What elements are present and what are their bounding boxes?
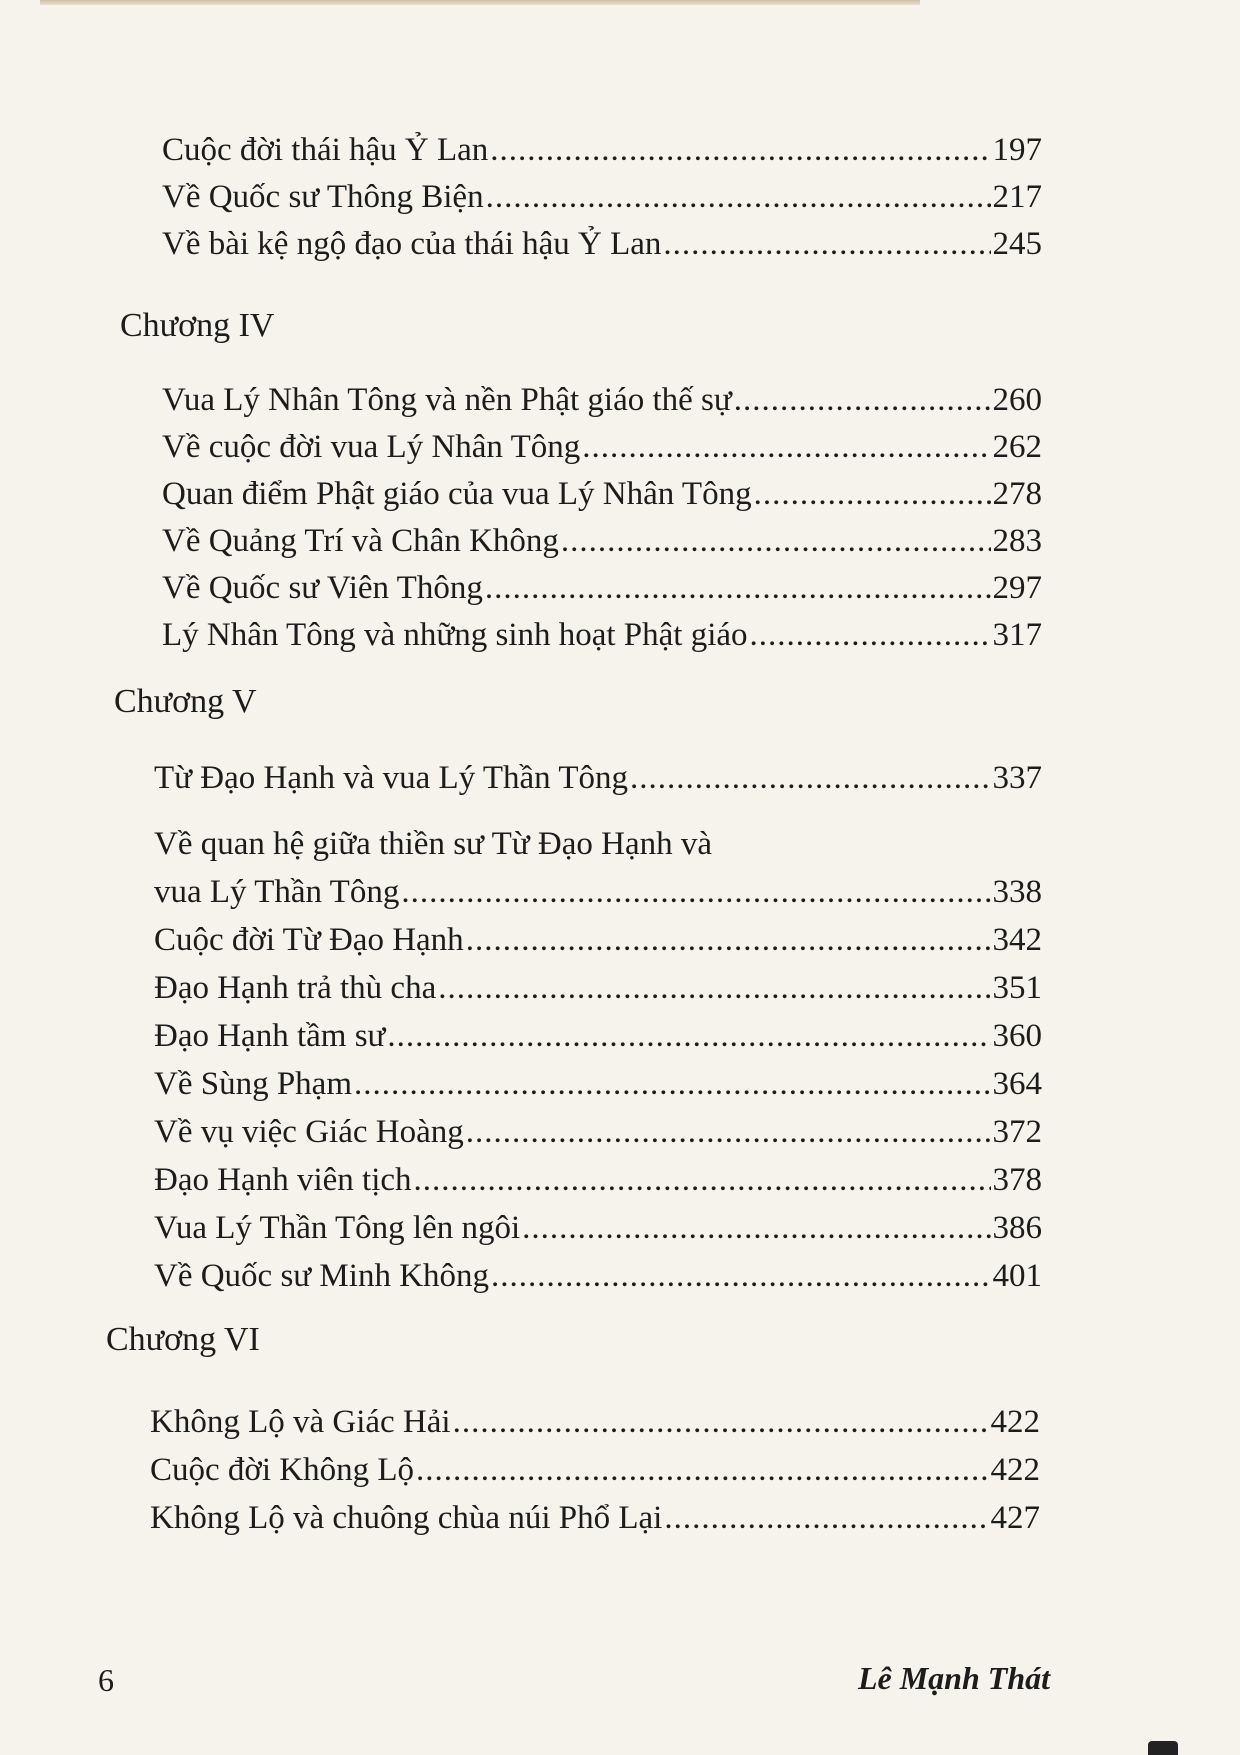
- toc-entry-title-line2: vua Lý Thần Tông: [154, 874, 400, 910]
- toc-entry-title: Vua Lý Nhân Tông và nền Phật giáo thế sự: [162, 382, 732, 418]
- chapter-heading: Chương VI: [106, 1321, 260, 1358]
- toc-entry-title: Cuộc đời Từ Đạo Hạnh: [154, 922, 464, 958]
- toc-entry: [162, 521, 1042, 561]
- toc-entry-page: 422: [990, 1452, 1040, 1488]
- leader-dots: [491, 1256, 990, 1296]
- author-name: Lê Mạnh Thát: [857, 1660, 1050, 1696]
- toc-entry-page: 364: [992, 1066, 1042, 1102]
- toc-entry-page: 297: [992, 570, 1042, 606]
- toc-entry-title: Đạo Hạnh trả thù cha: [154, 970, 437, 1006]
- leader-dots: [438, 968, 990, 1008]
- leader-dots: [734, 380, 991, 420]
- toc-entry: [162, 177, 1042, 217]
- toc-entry: [154, 1160, 1042, 1200]
- toc-entry-title-line1: Về quan hệ giữa thiền sư Từ Đạo Hạnh và: [154, 826, 712, 862]
- leader-dots: [630, 758, 991, 798]
- toc-entry-title: Đạo Hạnh tầm sư: [154, 1018, 386, 1054]
- toc-entry-title: Lý Nhân Tông và những sinh hoạt Phật giáo: [162, 617, 748, 653]
- toc-entry: [154, 872, 1042, 912]
- toc-entry-page: 401: [992, 1258, 1042, 1294]
- chapter-heading: Chương IV: [120, 307, 275, 344]
- chapter-heading: Chương V: [114, 683, 257, 720]
- toc-entry-title: Vua Lý Thần Tông lên ngôi: [154, 1210, 521, 1246]
- toc-entry: [150, 1450, 1040, 1490]
- toc-entry-page: 378: [992, 1162, 1042, 1198]
- toc-entry-page: 317: [992, 617, 1042, 653]
- toc-entry: [162, 427, 1042, 467]
- toc-entry-title: Về vụ việc Giác Hoàng: [154, 1114, 464, 1150]
- toc-entry: [154, 1064, 1042, 1104]
- toc-entry: [154, 920, 1042, 960]
- toc-entry-title: Đạo Hạnh viên tịch: [154, 1162, 412, 1198]
- toc-entry-page: 338: [992, 874, 1042, 910]
- toc-entry-title: Về bài kệ ngộ đạo của thái hậu Ỷ Lan: [162, 226, 662, 262]
- toc-entry-title: Về Quốc sư Minh Không: [154, 1258, 490, 1294]
- toc-entry-page: 278: [992, 476, 1042, 512]
- leader-dots: [387, 1016, 990, 1056]
- toc-entry: [154, 968, 1042, 1008]
- page-number: 6: [98, 1662, 114, 1698]
- leader-dots: [522, 1208, 990, 1248]
- toc-entry: [154, 1112, 1042, 1152]
- toc-entry-page: 217: [992, 179, 1042, 215]
- leader-dots: [414, 1160, 991, 1200]
- toc-entry-title: Quan điểm Phật giáo của vua Lý Nhân Tông: [162, 476, 752, 512]
- leader-dots: [453, 1402, 989, 1442]
- leader-dots: [466, 1112, 991, 1152]
- leader-dots: [754, 474, 991, 514]
- toc-entry: [162, 380, 1042, 420]
- leader-dots: [664, 1498, 988, 1538]
- page-edge-mark: [1148, 1741, 1178, 1755]
- toc-entry-page: 422: [990, 1404, 1040, 1440]
- leader-dots: [485, 568, 991, 608]
- toc-entry: [150, 1402, 1040, 1442]
- toc-entry-page: 245: [992, 226, 1042, 262]
- toc-entry: [162, 224, 1042, 264]
- toc-entry-page: 260: [992, 382, 1042, 418]
- toc-entry-page: 337: [992, 760, 1042, 796]
- toc-entry-title: Cuộc đời Không Lộ: [150, 1452, 415, 1488]
- leader-dots: [466, 920, 991, 960]
- leader-dots: [354, 1064, 991, 1104]
- toc-entry: [162, 474, 1042, 514]
- toc-entry-page: 360: [992, 1018, 1042, 1054]
- toc-entry: [154, 1256, 1042, 1296]
- toc-entry: [154, 1208, 1042, 1248]
- toc-entry: [162, 615, 1042, 655]
- toc-entry-page: 262: [992, 429, 1042, 465]
- toc-entry-title: Không Lộ và chuông chùa núi Phổ Lại: [150, 1500, 663, 1536]
- toc-entry-page: 283: [992, 523, 1042, 559]
- leader-dots: [582, 427, 990, 467]
- toc-entry: [154, 758, 1042, 798]
- toc-entry-title: Cuộc đời thái hậu Ỷ Lan: [162, 132, 489, 168]
- leader-dots: [401, 872, 990, 912]
- toc-entry-title: Về Quốc sư Viên Thông: [162, 570, 483, 606]
- toc-entry-title: Không Lộ và Giác Hải: [150, 1404, 451, 1440]
- toc-entry-title: Từ Đạo Hạnh và vua Lý Thần Tông: [154, 760, 628, 796]
- toc-entry-page: 197: [992, 132, 1042, 168]
- toc-entry: [154, 1016, 1042, 1056]
- toc-entry-title: Về cuộc đời vua Lý Nhân Tông: [162, 429, 581, 465]
- leader-dots: [416, 1450, 988, 1490]
- toc-entry-title: Về Quốc sư Thông Biện: [162, 179, 484, 215]
- toc-entry-title: Về Sùng Phạm: [154, 1066, 352, 1102]
- toc-entry-page: 427: [990, 1500, 1040, 1536]
- toc-entry-page: 386: [992, 1210, 1042, 1246]
- toc-entry: [162, 568, 1042, 608]
- toc-entry-title: Về Quảng Trí và Chân Không: [162, 523, 559, 559]
- toc-entry-page: 351: [992, 970, 1042, 1006]
- leader-dots: [490, 130, 990, 170]
- toc-entry: [162, 130, 1042, 170]
- toc-entry-page: 372: [992, 1114, 1042, 1150]
- toc-entry-page: 342: [992, 922, 1042, 958]
- leader-dots: [486, 177, 991, 217]
- leader-dots: [663, 224, 990, 264]
- leader-dots: [561, 521, 991, 561]
- leader-dots: [750, 615, 991, 655]
- toc-entry: [150, 1498, 1040, 1538]
